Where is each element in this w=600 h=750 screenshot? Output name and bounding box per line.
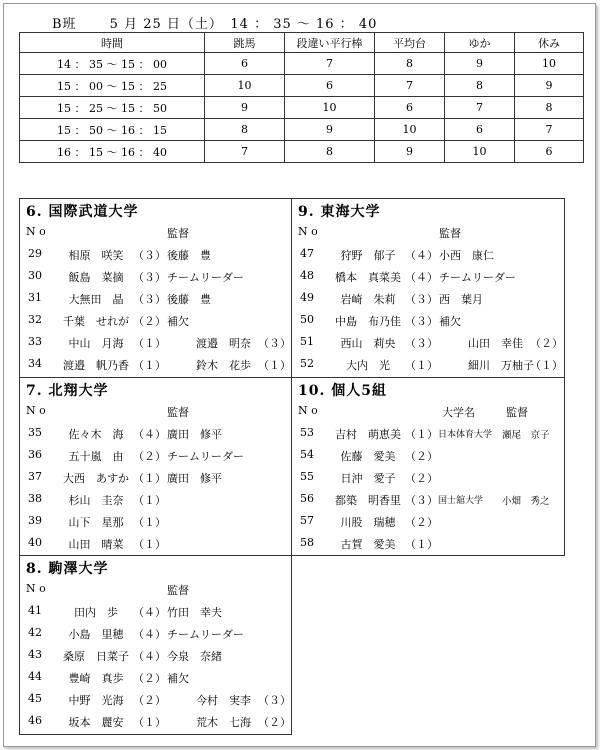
member-grade: （１） xyxy=(133,516,166,529)
member-name: 山下 星那 xyxy=(68,516,124,529)
team-title: 6. 国際武道大学 xyxy=(26,204,139,220)
member-coach: 瀬尾 京子 xyxy=(502,430,550,441)
no-label: N o xyxy=(26,225,46,238)
member-coach: 小畑 秀之 xyxy=(502,496,550,507)
member-grade: （４） xyxy=(133,428,166,441)
member-role: チームリーダー xyxy=(167,628,244,641)
schedule-row xyxy=(20,75,584,97)
member-name: 西山 莉央 xyxy=(340,337,396,350)
member-number: 58 xyxy=(300,536,314,549)
member-name: 都築 明香里 xyxy=(335,494,401,507)
member-number: 39 xyxy=(28,514,42,527)
member-row xyxy=(20,670,291,692)
member-row xyxy=(20,426,291,448)
team-box-9 xyxy=(291,198,565,378)
schedule-group-cell: 7 xyxy=(445,97,515,119)
member-number: 57 xyxy=(300,514,314,527)
member-name: 狩野 郁子 xyxy=(340,249,396,262)
schedule-row xyxy=(20,119,584,141)
member-name: 吉村 萌恵美 xyxy=(335,428,401,441)
schedule-group-cell: 9 xyxy=(445,53,515,75)
schedule-group-cell: 10 xyxy=(515,53,584,75)
member-name: 飯島 菜摘 xyxy=(68,271,124,284)
member-role: チームリーダー xyxy=(439,271,516,284)
member-number: 35 xyxy=(28,426,42,439)
member-name: 古賀 愛美 xyxy=(340,538,396,551)
schedule-group-cell: 7 xyxy=(375,75,445,97)
member-grade: （２） xyxy=(405,450,438,463)
member-name: 坂本 麗安 xyxy=(68,716,124,729)
col-header-rest: 休み xyxy=(515,33,584,53)
member-number: 30 xyxy=(28,269,42,282)
member-row xyxy=(20,269,291,291)
coach-label: 監督 xyxy=(506,406,528,419)
member-grade: （１） xyxy=(405,359,438,372)
member-row xyxy=(292,291,564,313)
member-name: 中野 光海 xyxy=(68,694,124,707)
member-row xyxy=(292,448,564,470)
member-row xyxy=(20,692,291,714)
schedule-row xyxy=(20,141,584,163)
member-grade: （２） xyxy=(133,672,166,685)
coach-label: 監督 xyxy=(167,227,189,240)
member-university: 日本体育大学 xyxy=(438,430,493,440)
member-grade: （１） xyxy=(133,337,166,350)
member-role: 補欠 xyxy=(167,672,189,685)
member-role: 後藤 豊 xyxy=(167,249,211,262)
team-box-7 xyxy=(19,377,292,556)
member-number: 33 xyxy=(28,335,42,348)
member-grade: （２） xyxy=(133,450,166,463)
member-row xyxy=(292,335,564,357)
member-row xyxy=(292,313,564,335)
reserve-name: 荒木 七海 xyxy=(196,716,251,729)
member-role: 竹田 幸夫 xyxy=(167,606,222,619)
member-role: 後藤 豊 xyxy=(167,293,211,306)
member-row xyxy=(292,470,564,492)
member-number: 46 xyxy=(28,714,42,727)
member-number: 53 xyxy=(300,426,314,439)
schedule-group-cell: 6 xyxy=(375,97,445,119)
team-title: 9. 東海大学 xyxy=(298,204,381,220)
member-name: 山田 晴菜 xyxy=(68,538,124,551)
member-row xyxy=(292,492,564,514)
member-name: 相原 咲笑 xyxy=(68,249,124,262)
member-name: 大西 あすか xyxy=(63,472,129,485)
team-title: 8. 駒澤大学 xyxy=(26,561,109,577)
member-grade: （２） xyxy=(405,516,438,529)
member-row xyxy=(20,714,291,736)
member-name: 桑原 日菜子 xyxy=(63,650,129,663)
member-row xyxy=(20,492,291,514)
member-grade: （２） xyxy=(133,694,166,707)
member-row xyxy=(20,626,291,648)
reserve-grade: （３） xyxy=(258,694,291,707)
team-title: 7. 北翔大学 xyxy=(26,383,109,399)
schedule-group-cell: 8 xyxy=(515,97,584,119)
schedule-group-cell: 6 xyxy=(445,119,515,141)
team-box-6 xyxy=(19,198,292,378)
schedule-time-cell: 15 ： 00 〜 15 ： 25 xyxy=(20,75,205,97)
reserve-name: 渡邉 明奈 xyxy=(196,337,251,350)
no-label: N o xyxy=(298,404,318,417)
member-grade: （１） xyxy=(133,472,166,485)
schedule-group-cell: 6 xyxy=(205,53,285,75)
member-role: 補欠 xyxy=(167,315,189,328)
member-role: 小西 康仁 xyxy=(439,249,494,262)
member-number: 43 xyxy=(28,648,42,661)
no-label: N o xyxy=(26,582,46,595)
coach-label: 監督 xyxy=(167,584,189,597)
reserve-grade: （１） xyxy=(258,359,291,372)
schedule-group-cell: 9 xyxy=(515,75,584,97)
schedule-group-cell: 7 xyxy=(205,141,285,163)
member-grade: （４） xyxy=(405,249,438,262)
member-number: 56 xyxy=(300,492,314,505)
col-header-beam: 平均台 xyxy=(375,33,445,53)
schedule-group-cell: 8 xyxy=(375,53,445,75)
member-name: 佐々木 海 xyxy=(68,428,124,441)
team-title: 10. 個人5組 xyxy=(298,383,387,399)
member-name: 五十嵐 由 xyxy=(68,450,124,463)
member-number: 34 xyxy=(28,357,42,370)
member-row xyxy=(292,269,564,291)
member-grade: （２） xyxy=(133,315,166,328)
no-label: N o xyxy=(298,225,318,238)
schedule-group-cell: 9 xyxy=(285,119,375,141)
member-grade: （１） xyxy=(405,538,438,551)
member-university: 国士舘大学 xyxy=(438,496,484,506)
schedule-group-cell: 7 xyxy=(515,119,584,141)
member-name: 中島 布乃佳 xyxy=(335,315,401,328)
schedule-group-cell: 10 xyxy=(285,97,375,119)
member-grade: （４） xyxy=(133,606,166,619)
member-number: 44 xyxy=(28,670,42,683)
schedule-group-cell: 8 xyxy=(205,119,285,141)
member-number: 29 xyxy=(28,247,42,260)
schedule-time-cell: 16 ： 15 〜 16 ： 40 xyxy=(20,141,205,163)
member-number: 40 xyxy=(28,536,42,549)
member-name: 中山 月海 xyxy=(68,337,124,350)
coach-label: 監督 xyxy=(439,227,461,240)
member-row xyxy=(292,514,564,536)
member-row xyxy=(20,470,291,492)
member-row xyxy=(292,536,564,558)
member-number: 51 xyxy=(300,335,314,348)
member-number: 52 xyxy=(300,357,314,370)
member-number: 45 xyxy=(28,692,42,705)
reserve-grade: （２） xyxy=(530,337,563,350)
member-grade: （１） xyxy=(133,716,166,729)
member-row xyxy=(20,648,291,670)
member-role: 今泉 奈緒 xyxy=(167,650,222,663)
member-name: 杉山 圭奈 xyxy=(68,494,124,507)
reserve-grade: （２） xyxy=(258,716,291,729)
member-name: 橋本 真菜美 xyxy=(335,271,401,284)
member-name: 川股 瑞穂 xyxy=(340,516,396,529)
reserve-grade: （１） xyxy=(530,359,563,372)
member-grade: （３） xyxy=(405,293,438,306)
member-grade: （３） xyxy=(133,249,166,262)
member-row xyxy=(292,357,564,379)
member-role: 西 葉月 xyxy=(439,293,483,306)
member-grade: （３） xyxy=(405,337,438,350)
schedule-row xyxy=(20,53,584,75)
member-grade: （４） xyxy=(133,650,166,663)
member-grade: （３） xyxy=(405,315,438,328)
member-row xyxy=(20,604,291,626)
university-label: 大学名 xyxy=(442,406,475,419)
member-number: 48 xyxy=(300,269,314,282)
schedule-group-cell: 9 xyxy=(375,141,445,163)
reserve-name: 細川 万柚子 xyxy=(468,359,534,372)
member-row xyxy=(292,426,564,448)
member-name: 岩崎 朱莉 xyxy=(340,293,396,306)
member-number: 37 xyxy=(28,470,42,483)
member-row xyxy=(20,357,291,379)
member-number: 47 xyxy=(300,247,314,260)
member-name: 大無田 晶 xyxy=(68,293,124,306)
member-row xyxy=(20,247,291,269)
reserve-grade: （３） xyxy=(258,337,291,350)
schedule-time-cell: 14 ： 35 〜 15 ： 00 xyxy=(20,53,205,75)
member-grade: （３） xyxy=(133,293,166,306)
member-row xyxy=(20,335,291,357)
member-row xyxy=(20,313,291,335)
schedule-group-cell: 10 xyxy=(375,119,445,141)
member-name: 佐藤 愛美 xyxy=(340,450,396,463)
member-number: 32 xyxy=(28,313,42,326)
team-box-10 xyxy=(291,377,565,556)
member-grade: （１） xyxy=(133,359,166,372)
col-header-bars: 段違い平行棒 xyxy=(285,33,375,53)
coach-label: 監督 xyxy=(167,406,189,419)
schedule-group-cell: 8 xyxy=(445,75,515,97)
schedule-group-cell: 9 xyxy=(205,97,285,119)
schedule-group-cell: 10 xyxy=(445,141,515,163)
member-row xyxy=(20,514,291,536)
schedule-row xyxy=(20,97,584,119)
schedule-group-cell: 10 xyxy=(205,75,285,97)
member-number: 55 xyxy=(300,470,314,483)
member-number: 42 xyxy=(28,626,42,639)
member-role: 補欠 xyxy=(439,315,461,328)
member-name: 千葉 せれが xyxy=(63,315,129,328)
member-grade: （４） xyxy=(133,628,166,641)
schedule-header-row xyxy=(20,33,584,53)
member-number: 49 xyxy=(300,291,314,304)
member-role: チームリーダー xyxy=(167,271,244,284)
col-header-time: 時間 xyxy=(20,33,205,53)
member-role: 廣田 修平 xyxy=(167,428,222,441)
member-number: 31 xyxy=(28,291,42,304)
member-grade: （１） xyxy=(405,428,438,441)
member-name: 田内 歩 xyxy=(74,606,118,619)
member-name: 小島 里穂 xyxy=(68,628,124,641)
member-row xyxy=(20,448,291,470)
member-number: 36 xyxy=(28,448,42,461)
member-number: 50 xyxy=(300,313,314,326)
schedule-group-cell: 6 xyxy=(285,75,375,97)
page-title: B班 5 月 25 日（土） 14 ： 35 〜 16 ： 40 xyxy=(52,17,378,32)
team-box-8 xyxy=(19,555,292,735)
reserve-name: 山田 幸佳 xyxy=(468,337,523,350)
member-grade: （１） xyxy=(133,494,166,507)
schedule-group-cell: 6 xyxy=(515,141,584,163)
member-row xyxy=(20,291,291,313)
col-header-vault: 跳馬 xyxy=(205,33,285,53)
schedule-table xyxy=(19,32,584,163)
member-number: 54 xyxy=(300,448,314,461)
reserve-name: 今村 実李 xyxy=(196,694,251,707)
member-name: 渡邉 帆乃香 xyxy=(63,359,129,372)
member-grade: （３） xyxy=(133,271,166,284)
schedule-time-cell: 15 ： 50 〜 16 ： 15 xyxy=(20,119,205,141)
reserve-name: 鈴木 花歩 xyxy=(196,359,251,372)
no-label: N o xyxy=(26,404,46,417)
member-grade: （３） xyxy=(405,494,438,507)
member-name: 日沖 愛子 xyxy=(340,472,396,485)
col-header-floor: ゆか xyxy=(445,33,515,53)
member-grade: （１） xyxy=(133,538,166,551)
member-role: チームリーダー xyxy=(167,450,244,463)
member-row xyxy=(292,247,564,269)
member-role: 廣田 修平 xyxy=(167,472,222,485)
member-name: 豊崎 真歩 xyxy=(68,672,124,685)
member-grade: （２） xyxy=(405,472,438,485)
member-number: 41 xyxy=(28,604,42,617)
member-number: 38 xyxy=(28,492,42,505)
schedule-time-cell: 15 ： 25 〜 15 ： 50 xyxy=(20,97,205,119)
schedule-group-cell: 7 xyxy=(285,53,375,75)
member-name: 大内 光 xyxy=(346,359,390,372)
schedule-group-cell: 8 xyxy=(285,141,375,163)
member-grade: （４） xyxy=(405,271,438,284)
